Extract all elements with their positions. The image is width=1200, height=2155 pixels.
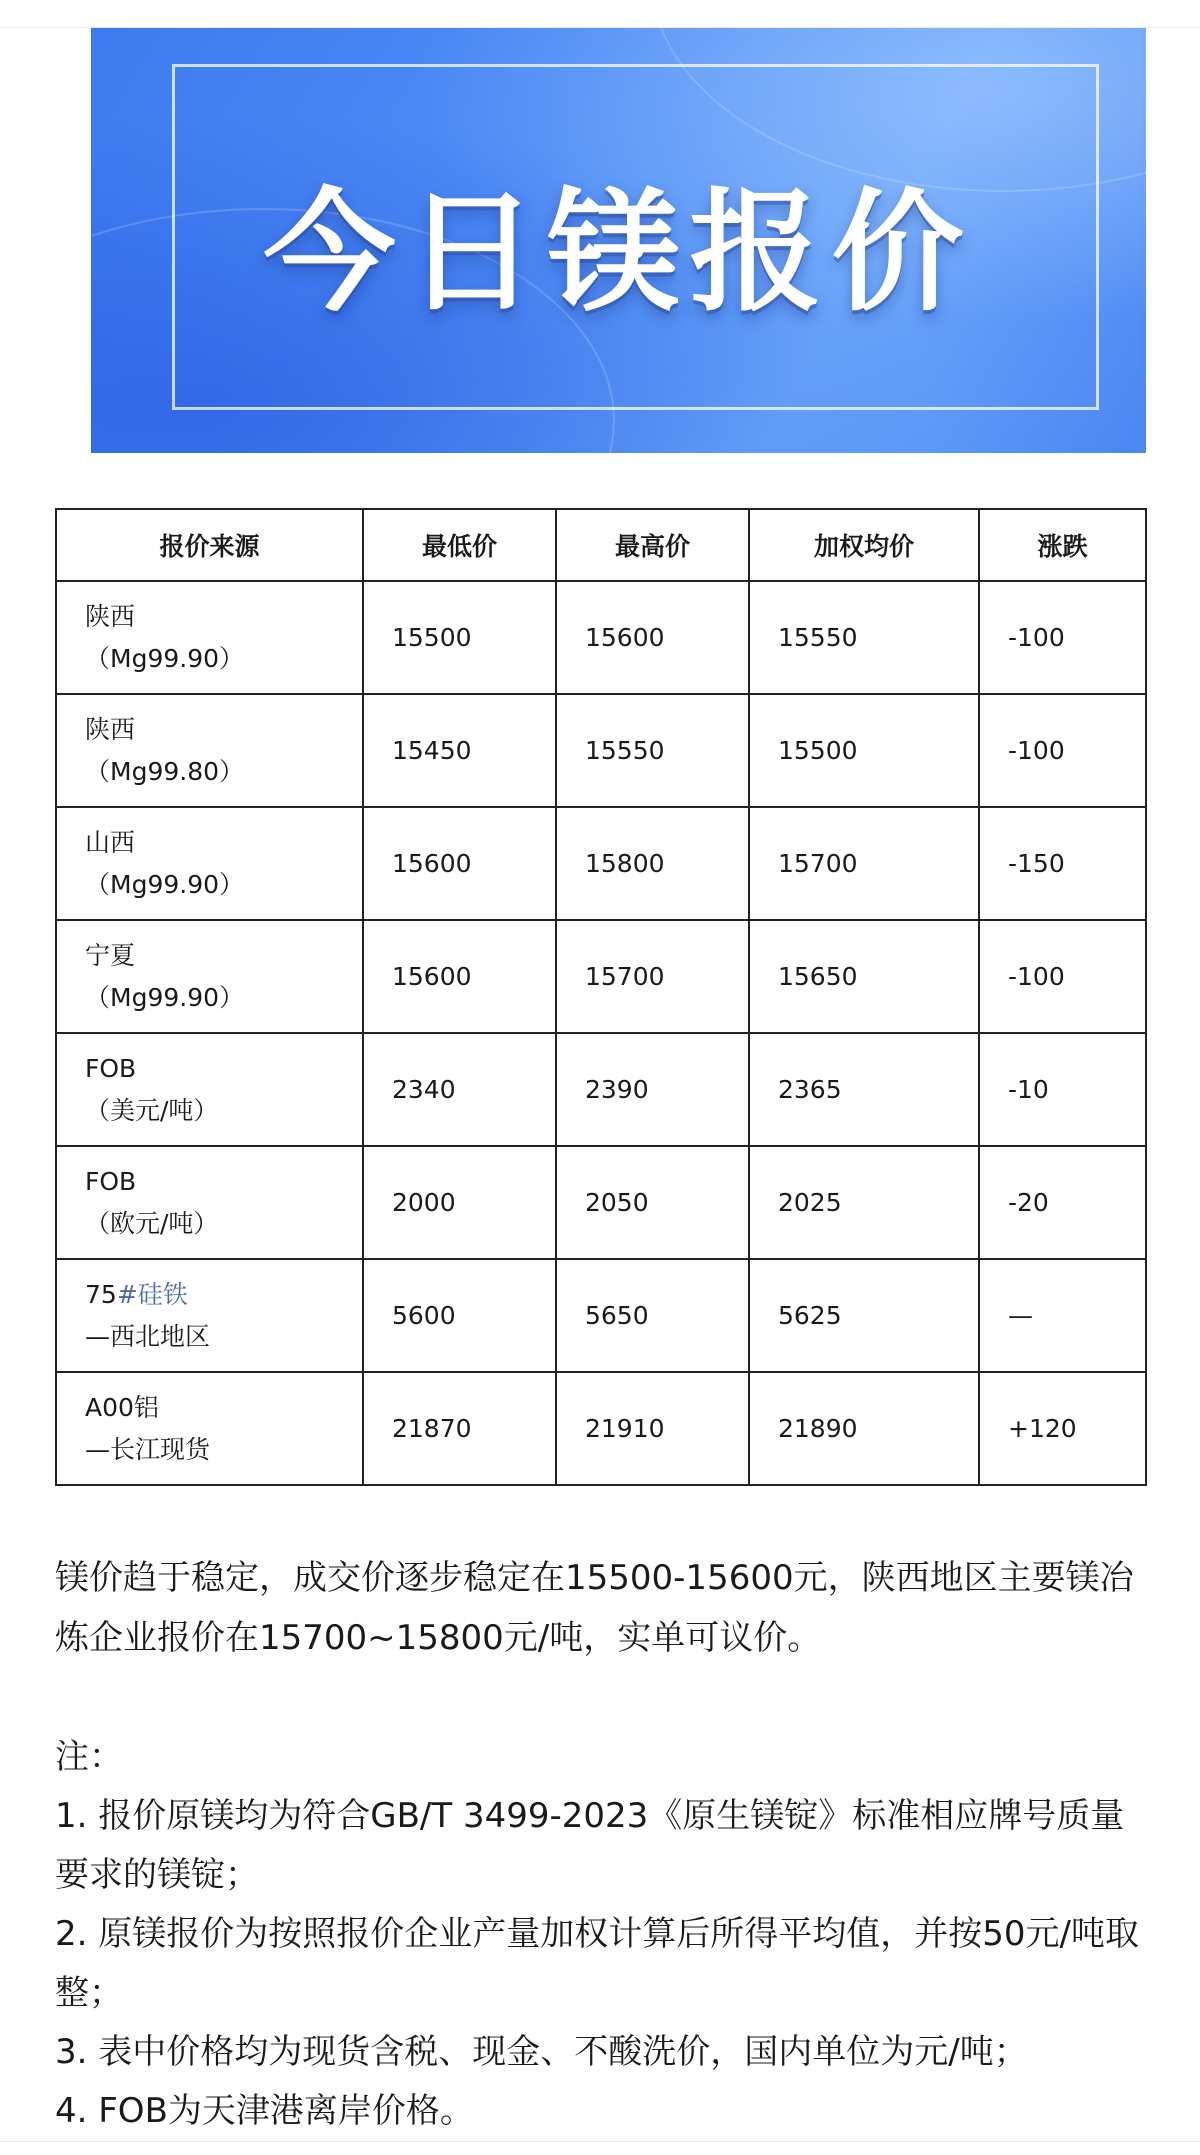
- source-detail: —西北地区: [85, 1321, 211, 1351]
- cell-source: [56, 1146, 363, 1259]
- cell-change: +120: [979, 1372, 1146, 1485]
- banner-image: [91, 28, 1146, 453]
- source-name: 陕西: [85, 714, 136, 744]
- cell-avg: 15650: [749, 920, 979, 1033]
- cell-source: [56, 1372, 363, 1485]
- header-source: 报价来源: [56, 509, 363, 581]
- note-item: 1. 报价原镁均为符合GB/T 3499-2023《原生镁锭》标准相应牌号质量要求的镁锭；: [55, 1796, 1125, 1895]
- banner-title: 今日镁报价: [263, 175, 974, 330]
- source-detail: （Mg99.90）: [85, 643, 245, 673]
- header-change: 涨跌: [979, 509, 1146, 581]
- source-name: FOB: [85, 1166, 137, 1196]
- cell-low: 21870: [363, 1372, 556, 1485]
- cell-avg: 2025: [749, 1146, 979, 1259]
- cell-high: 15600: [556, 581, 749, 694]
- source-name: 陕西: [85, 601, 136, 631]
- cell-source: [56, 694, 363, 807]
- table-row: [56, 1259, 1146, 1372]
- bottom-divider: [0, 2141, 1200, 2142]
- note-item: 2. 原镁报价为按照报价企业产量加权计算后所得平均值，并按50元/吨取整；: [55, 1914, 1139, 2013]
- table-header-row: [56, 509, 1146, 581]
- cell-source: [56, 1033, 363, 1146]
- cell-change: -20: [979, 1146, 1146, 1259]
- cell-low: 5600: [363, 1259, 556, 1372]
- notes-heading: 注：: [55, 1737, 123, 1777]
- source-detail: （Mg99.90）: [85, 869, 245, 899]
- cell-high: 2390: [556, 1033, 749, 1146]
- cell-source: [56, 807, 363, 920]
- cell-high: 15800: [556, 807, 749, 920]
- cell-change: -100: [979, 920, 1146, 1033]
- table-row: [56, 807, 1146, 920]
- cell-source: [56, 1259, 363, 1372]
- header-avg: 加权均价: [749, 509, 979, 581]
- header-high: 最高价: [556, 509, 749, 581]
- table-row: [56, 581, 1146, 694]
- cell-low: 2000: [363, 1146, 556, 1259]
- source-name: 山西: [85, 827, 136, 857]
- source-name: A00铝: [85, 1392, 159, 1422]
- cell-avg: 15550: [749, 581, 979, 694]
- notes: [55, 1728, 1150, 2141]
- cell-low: 2340: [363, 1033, 556, 1146]
- source-name: 75: [85, 1279, 117, 1309]
- cell-high: 5650: [556, 1259, 749, 1372]
- source-detail: （Mg99.90）: [85, 982, 245, 1012]
- cell-low: 15500: [363, 581, 556, 694]
- cell-source: [56, 581, 363, 694]
- cell-avg: 21890: [749, 1372, 979, 1485]
- table-row: [56, 1033, 1146, 1146]
- note-item: 3. 表中价格均为现货含税、现金、不酸洗价，国内单位为元/吨；: [55, 2032, 1028, 2072]
- cell-low: 15600: [363, 807, 556, 920]
- cell-low: 15600: [363, 920, 556, 1033]
- cell-change: -100: [979, 694, 1146, 807]
- cell-change: —: [979, 1259, 1146, 1372]
- cell-avg: 15700: [749, 807, 979, 920]
- source-detail: （Mg99.80）: [85, 756, 245, 786]
- cell-low: 15450: [363, 694, 556, 807]
- cell-change: -150: [979, 807, 1146, 920]
- cell-source: [56, 920, 363, 1033]
- cell-change: -10: [979, 1033, 1146, 1146]
- cell-avg: 5625: [749, 1259, 979, 1372]
- header-low: 最低价: [363, 509, 556, 581]
- source-detail: —长江现货: [85, 1434, 211, 1464]
- table-row: [56, 920, 1146, 1033]
- hashtag-link[interactable]: #硅铁: [116, 1279, 188, 1309]
- table-row: [56, 1146, 1146, 1259]
- cell-high: 15700: [556, 920, 749, 1033]
- price-table: [55, 508, 1147, 1486]
- cell-high: 15550: [556, 694, 749, 807]
- source-detail: （美元/吨）: [85, 1095, 219, 1125]
- source-name: 宁夏: [85, 940, 136, 970]
- source-name: FOB: [85, 1053, 137, 1083]
- cell-high: 21910: [556, 1372, 749, 1485]
- cell-change: -100: [979, 581, 1146, 694]
- source-detail: （欧元/吨）: [85, 1208, 219, 1238]
- cell-avg: 15500: [749, 694, 979, 807]
- cell-avg: 2365: [749, 1033, 979, 1146]
- table-row: [56, 694, 1146, 807]
- cell-high: 2050: [556, 1146, 749, 1259]
- table-row: [56, 1372, 1146, 1485]
- summary-text: 镁价趋于稳定，成交价逐步稳定在15500-15600元，陕西地区主要镁冶炼企业报价在15700~15800元/吨，实单可议价。: [55, 1558, 1134, 1658]
- note-item: 4. FOB为天津港离岸价格。: [55, 2091, 474, 2131]
